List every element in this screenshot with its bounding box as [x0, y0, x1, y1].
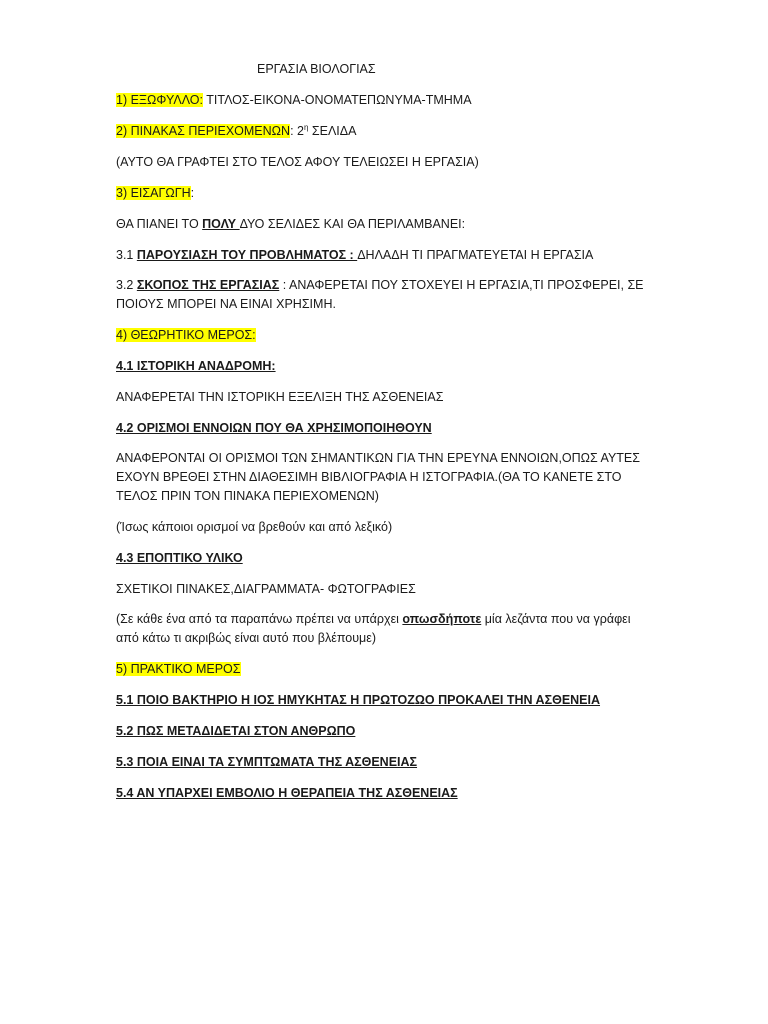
subsection-4-3-heading: 4.3 ΕΠΟΠΤΙΚΟ ΥΛΙΚΟ — [116, 551, 243, 565]
subsection-3-1-number: 3.1 — [116, 248, 137, 262]
section-2-note: (ΑΥΤΟ ΘΑ ΓΡΑΦΤΕΙ ΣΤΟ ΤΕΛΟΣ ΑΦΟΥ ΤΕΛΕΙΩΣΕΙ Η ΕΡΓΑΣΙΑ) — [116, 155, 479, 169]
section-1-heading: 1) ΕΞΩΦΥΛΛΟ: — [116, 93, 204, 107]
note-text-a: (Σε κάθε ένα από τα παραπάνω πρέπει να υπάρχει — [116, 612, 403, 626]
subsection-4-3-text: ΣΧΕΤΙΚΟΙ ΠΙΝΑΚΕΣ,ΔΙΑΓΡΑΜΜΑΤΑ- ΦΩΤΟΓΡΑΦΙΕΣ — [116, 582, 416, 596]
section-1 — [116, 92, 472, 108]
list-item: 5.1 ΠΟΙΟ ΒΑΚΤΗΡΙΟ Η ΙΟΣ ΗΜΥΚΗΤΑΣ Η ΠΡΩΤΟΖΩΟ ΠΡΟΚΑΛΕΙ ΤΗΝ ΑΣΘΕΝΕΙΑ — [116, 693, 601, 707]
section-2-heading: 2) ΠΙΝΑΚΑΣ ΠΕΡΙΕΧΟΜΕΝΩΝ — [116, 124, 291, 138]
intro-text-c: ΔΥΟ ΣΕΛΙΔΕΣ ΚΑΙ ΘΑ ΠΕΡΙΛΑΜΒΑΝΕΙ: — [239, 217, 466, 231]
subsection-3-2 — [116, 276, 656, 314]
note-emphasis: οπωσδήποτε — [402, 612, 482, 626]
list-item: 5.4 ΑΝ ΥΠΑΡΧΕΙ ΕΜΒΟΛΙΟ Η ΘΕΡΑΠΕΙΑ ΤΗΣ ΑΣΘΕΝΕΙΑΣ — [116, 786, 458, 800]
section-3-heading: 3) ΕΙΣΑΓΩΓΗ — [116, 186, 191, 200]
section-2 — [116, 123, 356, 139]
section-2-text: ΣΕΛΙΔΑ — [308, 124, 357, 138]
note-text-c: μία λεζάντα που να γράφει από κάτω τι ακριβώς είναι αυτό που βλέπουμε) — [116, 612, 631, 645]
subsection-3-2-number: 3.2 — [116, 278, 137, 292]
list-item: 5.2 ΠΩΣ ΜΕΤΑΔΙΔΕΤΑΙ ΣΤΟΝ ΑΝΘΡΩΠΟ — [116, 724, 356, 738]
section-4 — [116, 327, 256, 343]
subsection-3-1-heading: ΠΑΡΟΥΣΙΑΣΗ ΤΟΥ ΠΡΟΒΛΗΜΑΤΟΣ : — [136, 248, 358, 262]
section-5-heading: 5) ΠΡΑΚΤΙΚΟ ΜΕΡΟΣ — [116, 662, 241, 676]
section-1-text: ΤΙΤΛΟΣ-ΕΙΚΟΝΑ-ΟΝΟΜΑΤΕΠΩΝΥΜΑ-ΤΜΗΜΑ — [203, 93, 472, 107]
section-4-heading: 4) ΘΕΩΡΗΤΙΚΟ ΜΕΡΟΣ: — [116, 328, 256, 342]
intro-text-a: ΘΑ ΠΙΑΝΕΙ ΤΟ — [116, 217, 203, 231]
document-title: ΕΡΓΑΣΙΑ ΒΙΟΛΟΓΙΑΣ — [257, 62, 376, 76]
section-5 — [116, 661, 241, 677]
subsection-4-2-heading: 4.2 ΟΡΙΣΜΟΙ ΕΝΝΟΙΩΝ ΠΟΥ ΘΑ ΧΡΗΣΙΜΟΠΟΙΗΘΟΥΝ — [116, 421, 432, 435]
subsection-4-1-heading: 4.1 ΙΣΤΟΡΙΚΗ ΑΝΑΔΡΟΜΗ: — [116, 359, 276, 373]
subsection-4-1-text: ΑΝΑΦΕΡΕΤΑΙ ΤΗΝ ΙΣΤΟΡΙΚΗ ΕΞΕΛΙΞΗ ΤΗΣ ΑΣΘΕΝΕΙΑΣ — [116, 390, 444, 404]
section-3-intro — [116, 216, 465, 232]
section-2-superscript: η — [303, 122, 309, 132]
subsection-3-1-text: ΔΗΛΑΔΗ ΤΙ ΠΡΑΓΜΑΤΕΥΕΤΑΙ Η ΕΡΓΑΣΙΑ — [357, 248, 594, 262]
subsection-4-2-text: ΑΝΑΦΕΡΟΝΤΑΙ ΟΙ ΟΡΙΣΜΟΙ ΤΩΝ ΣΗΜΑΝΤΙΚΩΝ ΓΙΑ ΤΗΝ ΕΡΕΥΝΑ ΕΝΝΟΙΩΝ,ΟΠΩΣ ΑΥΤΕΣ ΕΧΟΥΝ ΒΡΕΘΕΙ ΣΤΗΝ ΔΙΑΘΕΣΙΜΗ ΒΙΒΛΙΟΓΡΑΦΙΑ Η ΙΣΤΟΓΡΑΦΙΑ.(ΘΑ ΤΟ ΚΑΝΕΤΕ ΣΤΟ ΤΕΛΟΣ ΠΡΙΝ ΤΟΝ ΠΙΝΑΚΑ ΠΕΡΙΕΧΟΜΕΝΩΝ) — [116, 451, 640, 503]
intro-emphasis: ΠΟΛΥ — [202, 217, 240, 231]
subsection-3-2-heading: ΣΚΟΠΟΣ ΤΗΣ ΕΡΓΑΣΙΑΣ — [136, 278, 280, 292]
subsection-3-2-text: : ΑΝΑΦΕΡΕΤΑΙ ΠΟΥ ΣΤΟΧΕΥΕΙ Η ΕΡΓΑΣΙΑ,ΤΙ ΠΡΟΣΦΕΡΕΙ, ΣΕ ΠΟΙΟΥΣ ΜΠΟΡΕΙ ΝΑ ΕΙΝΑΙ ΧΡΗΣΙΜΗ. — [116, 278, 644, 311]
subsection-4-2-note: (Ίσως κάποιοι ορισμοί να βρεθούν και από λεξικό) — [116, 520, 393, 534]
list-item: 5.3 ΠΟΙΑ ΕΙΝΑΙ ΤΑ ΣΥΜΠΤΩΜΑΤΑ ΤΗΣ ΑΣΘΕΝΕΙΑΣ — [116, 755, 418, 769]
section-3-colon: : — [190, 186, 195, 200]
section-3 — [116, 185, 194, 201]
section-2-colon: : 2 — [290, 124, 304, 138]
subsection-3-1 — [116, 247, 593, 263]
subsection-4-3-note — [116, 610, 656, 648]
